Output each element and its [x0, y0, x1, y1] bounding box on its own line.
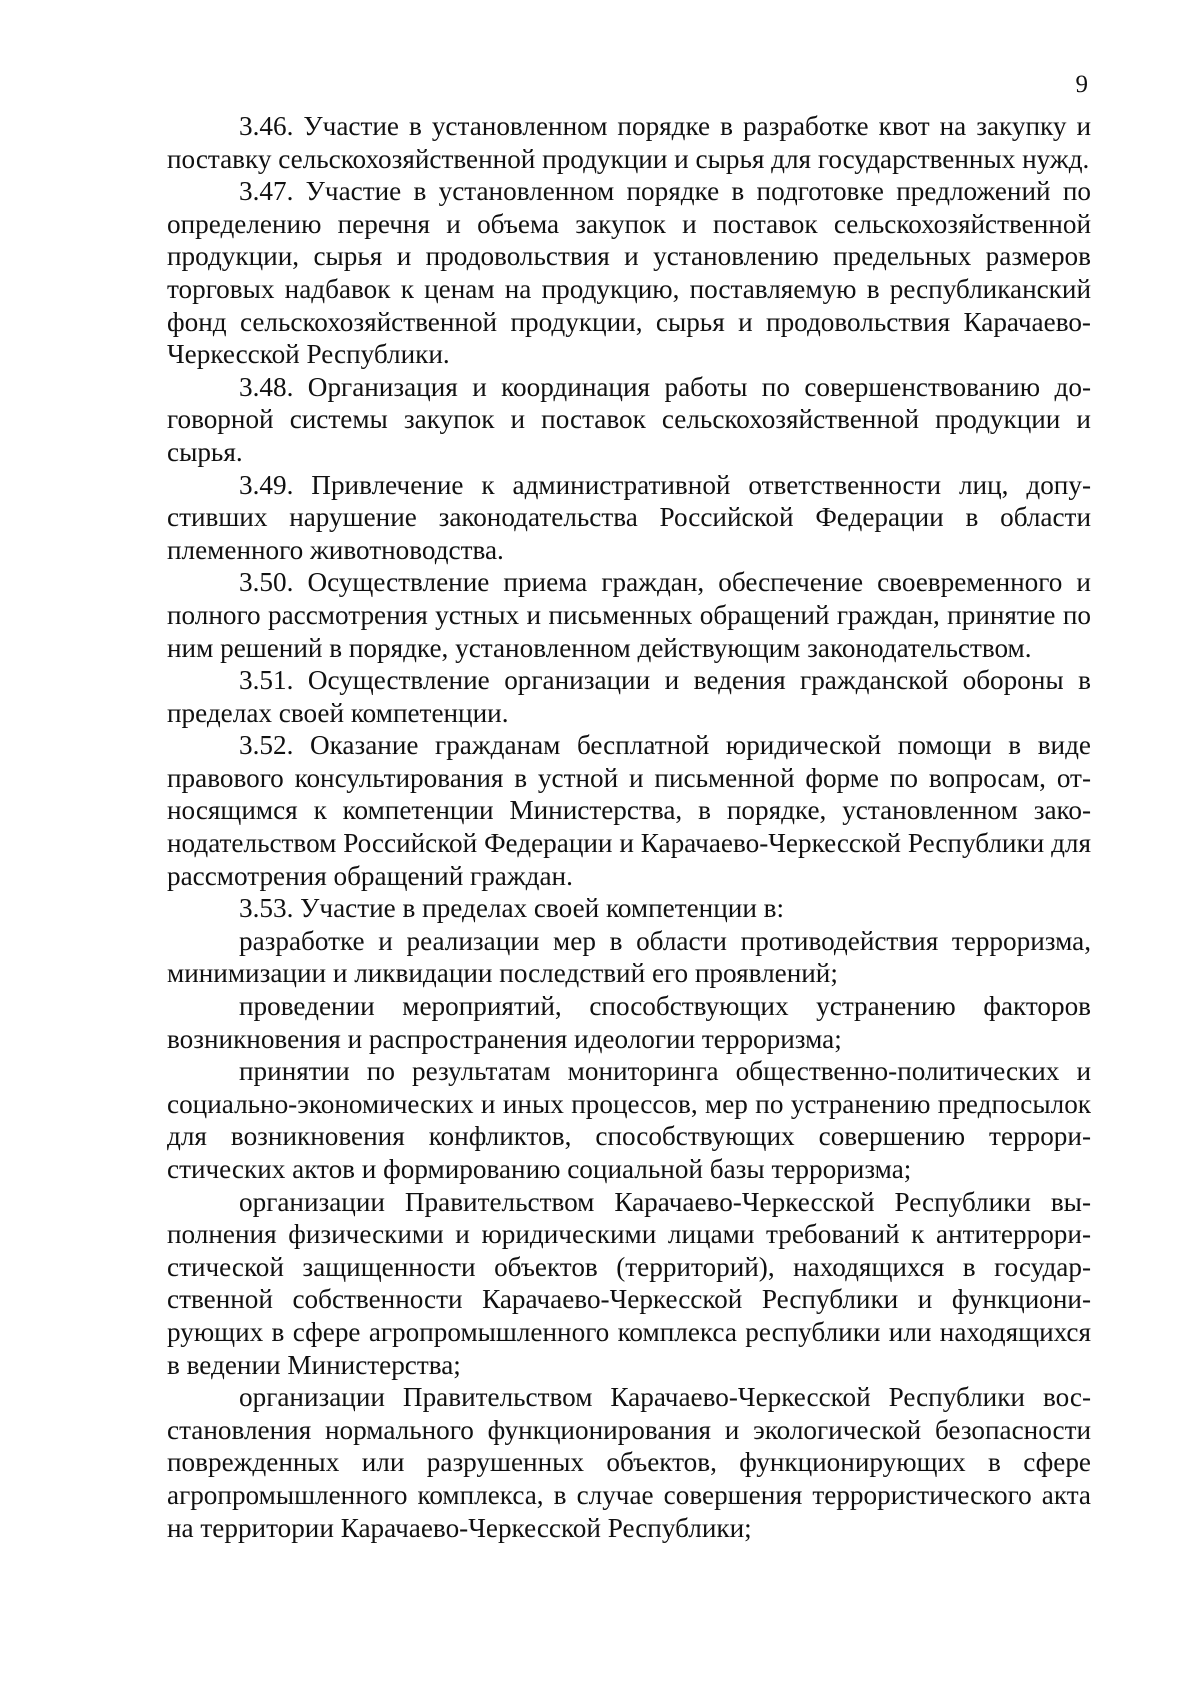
paragraph-3-51: 3.51. Осуществление организации и ведения гражданской обороны в пределах своей компетенции. [167, 665, 1091, 728]
page-number: 9 [1075, 71, 1088, 98]
list-item-ideology-prevention: проведении мероприятий, способствующих устранению факторов возникновения и распространения идеологии терроризма; [167, 991, 1091, 1054]
paragraph-3-49: 3.49. Привлечение к административной ответственности лиц, допустивших нарушение законодательства Российской Федерации в области племенного животноводства. [167, 469, 1091, 565]
paragraph-3-48: 3.48. Организация и координация работы по совершенствованию договорной системы закупок и поставок сельскохозяйственной продукции и сырья. [167, 371, 1091, 467]
paragraph-3-46: 3.46. Участие в установленном порядке в разработке квот на закупку и поставку сельскохозяйственной продукции и сырья для государственных нужд. [167, 111, 1091, 174]
paragraph-3-47: 3.47. Участие в установленном порядке в подготовке предложений по определению перечня и объема закупок и поставок сельскохозяйственной продукции, сырья и продовольствия и установлению предельных размеров торговых надбавок к ценам на продукцию, поставляемую в республиканский фонд сельскохозяйственной продукции, сырья и продовольствия Карачаево-Черкесской Республики. [167, 176, 1091, 370]
list-item-terrorism-counteraction: разработке и реализации мер в области противодействия терроризма, минимизации и ликвидации последствий его проявлений; [167, 925, 1091, 989]
paragraph-3-50: 3.50. Осуществление приема граждан, обеспечение своевременного и полного рассмотрения устных и письменных обращений граждан, принятие по ним решений в порядке, установленном действующим законодательством. [167, 567, 1091, 663]
document-body [167, 110, 1091, 1544]
paragraph-3-53: 3.53. Участие в пределах своей компетенции в: [239, 893, 785, 924]
list-item-antiterror-protection: организации Правительством Карачаево-Черкесской Республики выполнения физическими и юридическими лицами требований к антитеррористической защищенности объектов (территорий), находящихся в государственной собственности Карачаево-Черкесской Республики и функционирующих в сфере агропромышленного комплекса республики или находящихся в ведении Министерства; [167, 1186, 1091, 1380]
list-item-monitoring-measures: принятии по результатам мониторинга общественно-политических и социально-экономических и иных процессов, мер по устранению предпосылок для возникновения конфликтов, способствующих совершению террористических актов и формированию социальной базы терроризма; [167, 1056, 1091, 1184]
paragraph-3-52: 3.52. Оказание гражданам бесплатной юридической помощи в виде правового консультирования в устной и письменной форме по вопросам, относящимся к компетенции Министерства, в порядке, установленном законодательством Российской Федерации и Карачаево-Черкесской Республики для рассмотрения обращений граждан. [167, 730, 1091, 891]
list-item-restoration: организации Правительством Карачаево-Черкесской Республики восстановления нормального функционирования и экологической безопасности поврежденных или разрушенных объектов, функционирующих в сфере агропромышленного комплекса, в случае совершения террористического акта на территории Карачаево-Черкесской Республики; [167, 1382, 1091, 1543]
